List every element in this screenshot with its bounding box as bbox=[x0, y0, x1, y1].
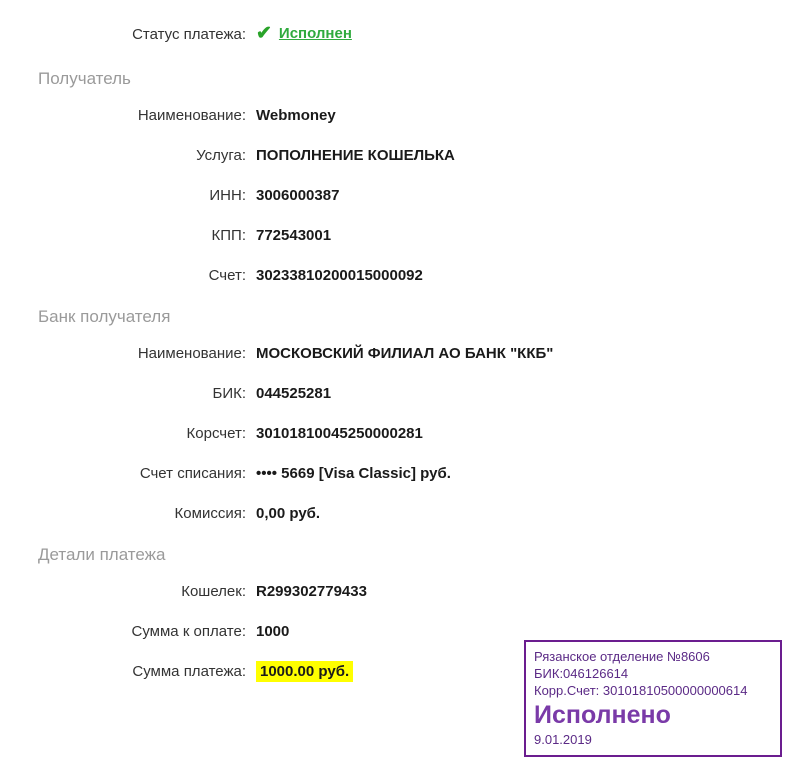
value-bank-name: МОСКОВСКИЙ ФИЛИАЛ АО БАНК "ККБ" bbox=[256, 345, 554, 362]
label-recipient-name: Наименование: bbox=[137, 107, 246, 124]
status-value-wrap bbox=[256, 24, 352, 43]
check-icon: ✔ bbox=[256, 23, 272, 44]
label-bik: БИК: bbox=[212, 385, 246, 402]
label-service: Услуга: bbox=[196, 147, 246, 164]
row-wallet bbox=[0, 583, 800, 600]
label-inn: ИНН: bbox=[209, 187, 246, 204]
row-debit-account bbox=[0, 465, 800, 482]
label-commission: Комиссия: bbox=[174, 505, 246, 522]
stamp-branch: Рязанское отделение №8606 bbox=[534, 649, 710, 664]
label-amount-due: Сумма к оплате: bbox=[131, 623, 246, 640]
value-amount-due: 1000 bbox=[256, 623, 290, 640]
bank-stamp bbox=[524, 640, 782, 757]
row-recipient-name bbox=[0, 107, 800, 124]
row-kpp bbox=[0, 227, 800, 244]
status-row bbox=[0, 24, 800, 43]
row-inn bbox=[0, 187, 800, 204]
section-title-recipient: Получатель bbox=[38, 69, 131, 88]
value-inn: 3006000387 bbox=[256, 187, 340, 204]
value-account: 30233810200015000092 bbox=[256, 267, 423, 284]
label-kpp: КПП: bbox=[211, 227, 246, 244]
status-label: Статус платежа: bbox=[132, 26, 246, 43]
row-service bbox=[0, 147, 800, 164]
label-wallet: Кошелек: bbox=[181, 583, 246, 600]
payment-receipt bbox=[0, 24, 800, 765]
value-korschet: 30101810045250000281 bbox=[256, 425, 423, 442]
row-amount-due bbox=[0, 623, 800, 640]
row-commission bbox=[0, 505, 800, 522]
value-kpp: 772543001 bbox=[256, 227, 332, 244]
value-commission: 0,00 руб. bbox=[256, 505, 321, 522]
row-korschet bbox=[0, 425, 800, 442]
value-payment-amount: 1000.00 руб. bbox=[256, 661, 353, 682]
section-title-details: Детали платежа bbox=[38, 545, 166, 564]
value-bik: 044525281 bbox=[256, 385, 332, 402]
value-wallet: R299302779433 bbox=[256, 583, 367, 600]
row-account bbox=[0, 267, 800, 284]
label-account: Счет: bbox=[208, 267, 246, 284]
stamp-korr-account: Корр.Счет: 30101810500000000614 bbox=[534, 683, 748, 698]
row-bik bbox=[0, 385, 800, 402]
label-debit-account: Счет списания: bbox=[139, 465, 246, 482]
stamp-bik: БИК:046126614 bbox=[534, 666, 629, 681]
stamp-date: 9.01.2019 bbox=[534, 732, 592, 747]
row-bank-name bbox=[0, 345, 800, 362]
stamp-executed-text: Исполнено bbox=[534, 701, 671, 729]
value-service: ПОПОЛНЕНИЕ КОШЕЛЬКА bbox=[256, 147, 455, 164]
label-payment-amount: Сумма платежа: bbox=[132, 663, 246, 680]
value-recipient-name: Webmoney bbox=[256, 107, 336, 124]
status-badge[interactable]: Исполнен bbox=[278, 25, 352, 42]
label-bank-name: Наименование: bbox=[137, 345, 246, 362]
label-korschet: Корсчет: bbox=[186, 425, 246, 442]
value-payment-amount-wrap bbox=[256, 663, 353, 680]
value-debit-account: •••• 5669 [Visa Classic] руб. bbox=[256, 465, 451, 482]
section-title-bank: Банк получателя bbox=[38, 307, 171, 326]
